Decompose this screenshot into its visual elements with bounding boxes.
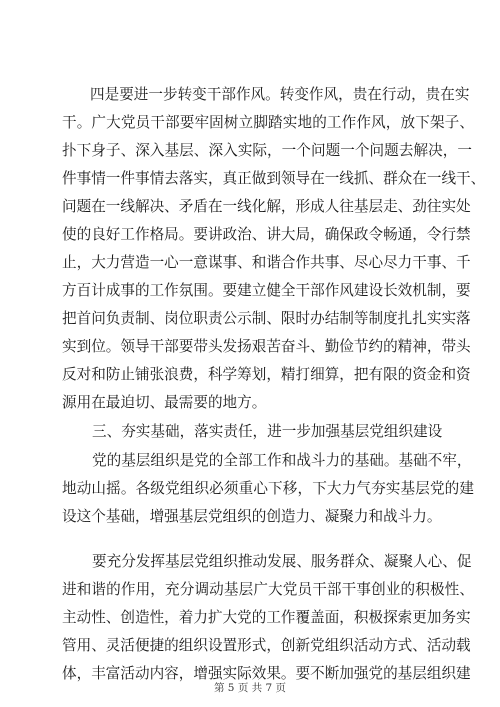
paragraph-line: 使的良好工作格局。要讲政治、讲大局，确保政令畅通，令行禁 xyxy=(62,226,471,243)
paragraph-line: 反对和防止铺张浪费，科学筹划，精打细算，把有限的资金和资 xyxy=(62,366,471,383)
paragraph-line: 干。广大党员干部要牢固树立脚踏实地的工作作风，放下架子、 xyxy=(62,114,474,131)
paragraph-line: 主动性、创造性，着力扩大党的工作覆盖面，积极探索更加务实 xyxy=(62,609,471,626)
paragraph-line: 止，大力营造一心一意谋事、和谐合作共事、尽心尽力干事、千 xyxy=(62,254,471,271)
paragraph-line: 源用在最迫切、最需要的地方。 xyxy=(62,394,267,411)
paragraph-line: 把首问负责制、岗位职责公示制、限时办结制等制度扎扎实实落 xyxy=(62,310,471,327)
paragraph-line: 方百计成事的工作氛围。要建立健全干部作风建设长效机制，要 xyxy=(62,282,471,299)
paragraph-line: 四是要进一步转变干部作风。转变作风，贵在行动，贵在实 xyxy=(90,86,470,103)
paragraph-line: 实到位。领导干部要带头发扬艰苦奋斗、勤俭节约的精神，带头 xyxy=(62,338,471,355)
paragraph-line: 党的基层组织是党的全部工作和战斗力的基础。基础不牢， xyxy=(92,452,472,469)
paragraph-line: 要充分发挥基层党组织推动发展、服务群众、凝聚人心、促 xyxy=(92,553,472,570)
paragraph-line: 件事情一件事情去落实，真正做到领导在一线抓、群众在一线干、 xyxy=(62,170,486,187)
paragraph-line: 进和谐的作用，充分调动基层广大党员干部干事创业的积极性、 xyxy=(62,581,474,598)
paragraph-line: 问题在一线解决、矛盾在一线化解，形成人往基层走、劲往实处 xyxy=(62,198,471,215)
paragraph-line: 设这个基础，增强基层党组织的创造力、凝聚力和战斗力。 xyxy=(62,508,442,525)
page-number: 第 5 页 共 7 页 xyxy=(213,682,287,694)
paragraph-line: 地动山摇。各级党组织必须重心下移，下大力气夯实基层党的建 xyxy=(62,480,474,497)
paragraph-line: 体，丰富活动内容，增强实际效果。要不断加强党的基层组织建 xyxy=(62,665,471,682)
paragraph-line: 管用、灵活便捷的组织设置形式，创新党组织活动方式、活动载 xyxy=(62,637,471,654)
section-heading: 三、夯实基础，落实责任，进一步加强基层党组织建设 xyxy=(92,423,443,440)
paragraph-line: 扑下身子、深入基层、深入实际，一个问题一个问题去解决，一 xyxy=(62,142,472,159)
